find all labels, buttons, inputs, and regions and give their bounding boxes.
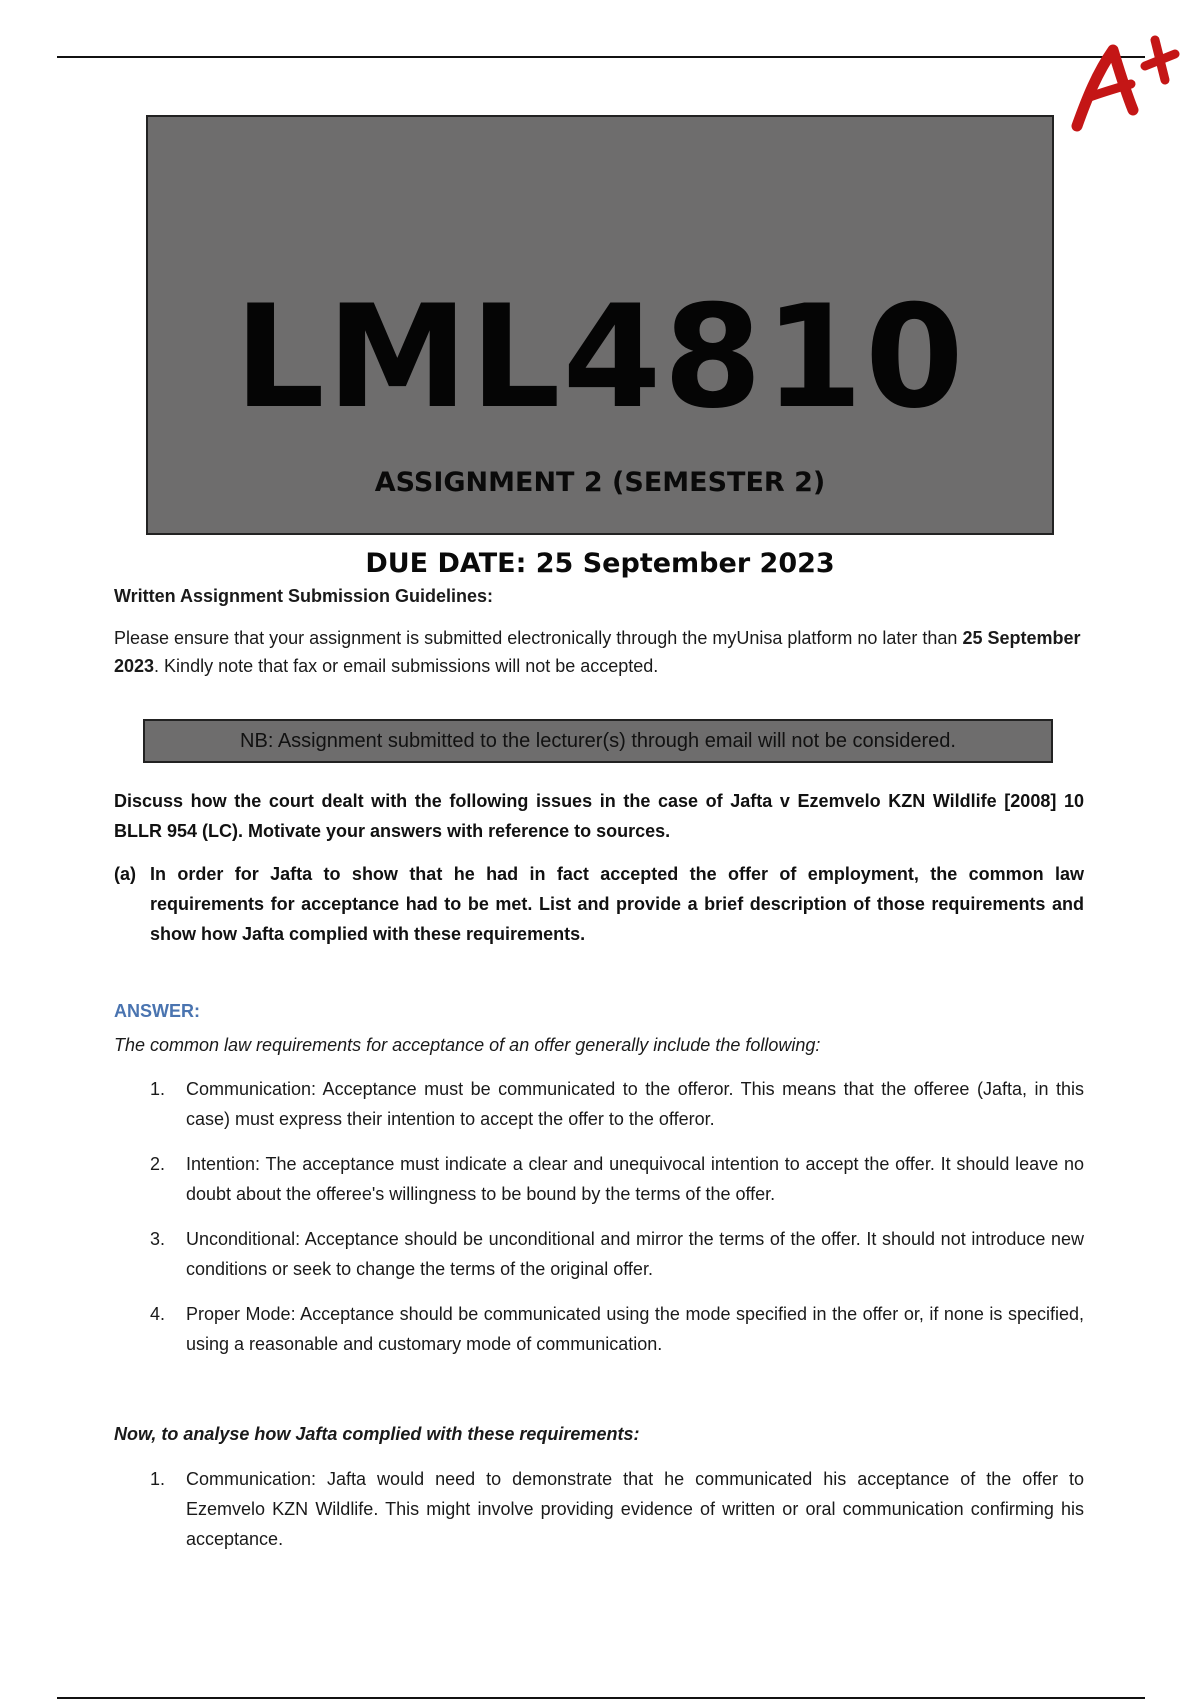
list-item — [114, 1464, 1084, 1554]
list-item — [114, 1074, 1084, 1134]
grade-mark-a-plus — [1065, 28, 1185, 138]
requirements-list — [114, 1074, 1084, 1359]
list-text: Proper Mode: Acceptance should be communicated using the mode specified in the offer or, if none is specified, using a reasonable and customary mode of communication. — [186, 1304, 1084, 1354]
question-part-a — [114, 859, 1084, 949]
answer-intro: The common law requirements for acceptance of an offer generally include the following: — [114, 1035, 821, 1055]
question-intro: Discuss how the court dealt with the following issues in the case of Jafta v Ezemvelo KZN Wildlife [2008] 10 BLLR 954 (LC). Motivate your answers with reference to sources. — [114, 791, 1084, 841]
list-number: 1. — [150, 1469, 166, 1489]
guidelines-text-before: Please ensure that your assignment is submitted electronically through the myUnisa platform no later than — [114, 628, 963, 648]
guidelines-text-after: . Kindly note that fax or email submissions will not be accepted. — [154, 656, 659, 676]
list-number: 1. — [150, 1079, 166, 1099]
guidelines-paragraph — [114, 624, 1084, 680]
guidelines-heading: Written Assignment Submission Guidelines: — [114, 586, 494, 606]
list-text: Unconditional: Acceptance should be unconditional and mirror the terms of the offer. It should not introduce new conditions or seek to change the terms of the original offer. — [186, 1229, 1084, 1279]
list-text: Communication: Jafta would need to demonstrate that he communicated his acceptance of the offer to Ezemvelo KZN Wildlife. This might involve providing evidence of written or oral communication confirming his acceptance. — [186, 1469, 1084, 1549]
due-date: DUE DATE: 25 September 2023 — [365, 548, 835, 579]
course-code: LML4810 — [234, 275, 966, 440]
nb-notice: NB: Assignment submitted to the lecturer(s) through email will not be considered. — [143, 719, 1053, 763]
assignment-title: ASSIGNMENT 2 (SEMESTER 2) — [374, 467, 826, 498]
question-part-text: In order for Jafta to show that he had in fact accepted the offer of employment, the common law requirements for acceptance had to be met. List and provide a brief description of those requirements and show how Jafta complied with these requirements. — [150, 864, 1084, 944]
list-text: Communication: Acceptance must be communicated to the offeror. This means that the offeree (Jafta, in this case) must express their intention to accept the offer to the offeror. — [186, 1079, 1084, 1129]
list-item — [114, 1149, 1084, 1209]
cover-box — [146, 115, 1054, 579]
bottom-rule — [57, 1697, 1145, 1699]
question-part-label: (a) — [114, 864, 136, 884]
answer-heading: ANSWER: — [114, 1001, 200, 1021]
list-text: Intention: The acceptance must indicate a clear and unequivocal intention to accept the offer. It should leave no doubt about the offeree's willingness to be bound by the terms of the offer. — [186, 1154, 1084, 1204]
list-number: 4. — [150, 1304, 166, 1324]
analysis-list — [114, 1464, 1084, 1554]
analysis-heading: Now, to analyse how Jafta complied with these requirements: — [114, 1424, 640, 1444]
top-rule — [57, 56, 1145, 58]
list-item — [114, 1299, 1084, 1359]
list-item — [114, 1224, 1084, 1284]
guidelines-due-date: 25 September 2023 — [114, 628, 1081, 676]
list-number: 3. — [150, 1229, 166, 1249]
list-number: 2. — [150, 1154, 166, 1174]
